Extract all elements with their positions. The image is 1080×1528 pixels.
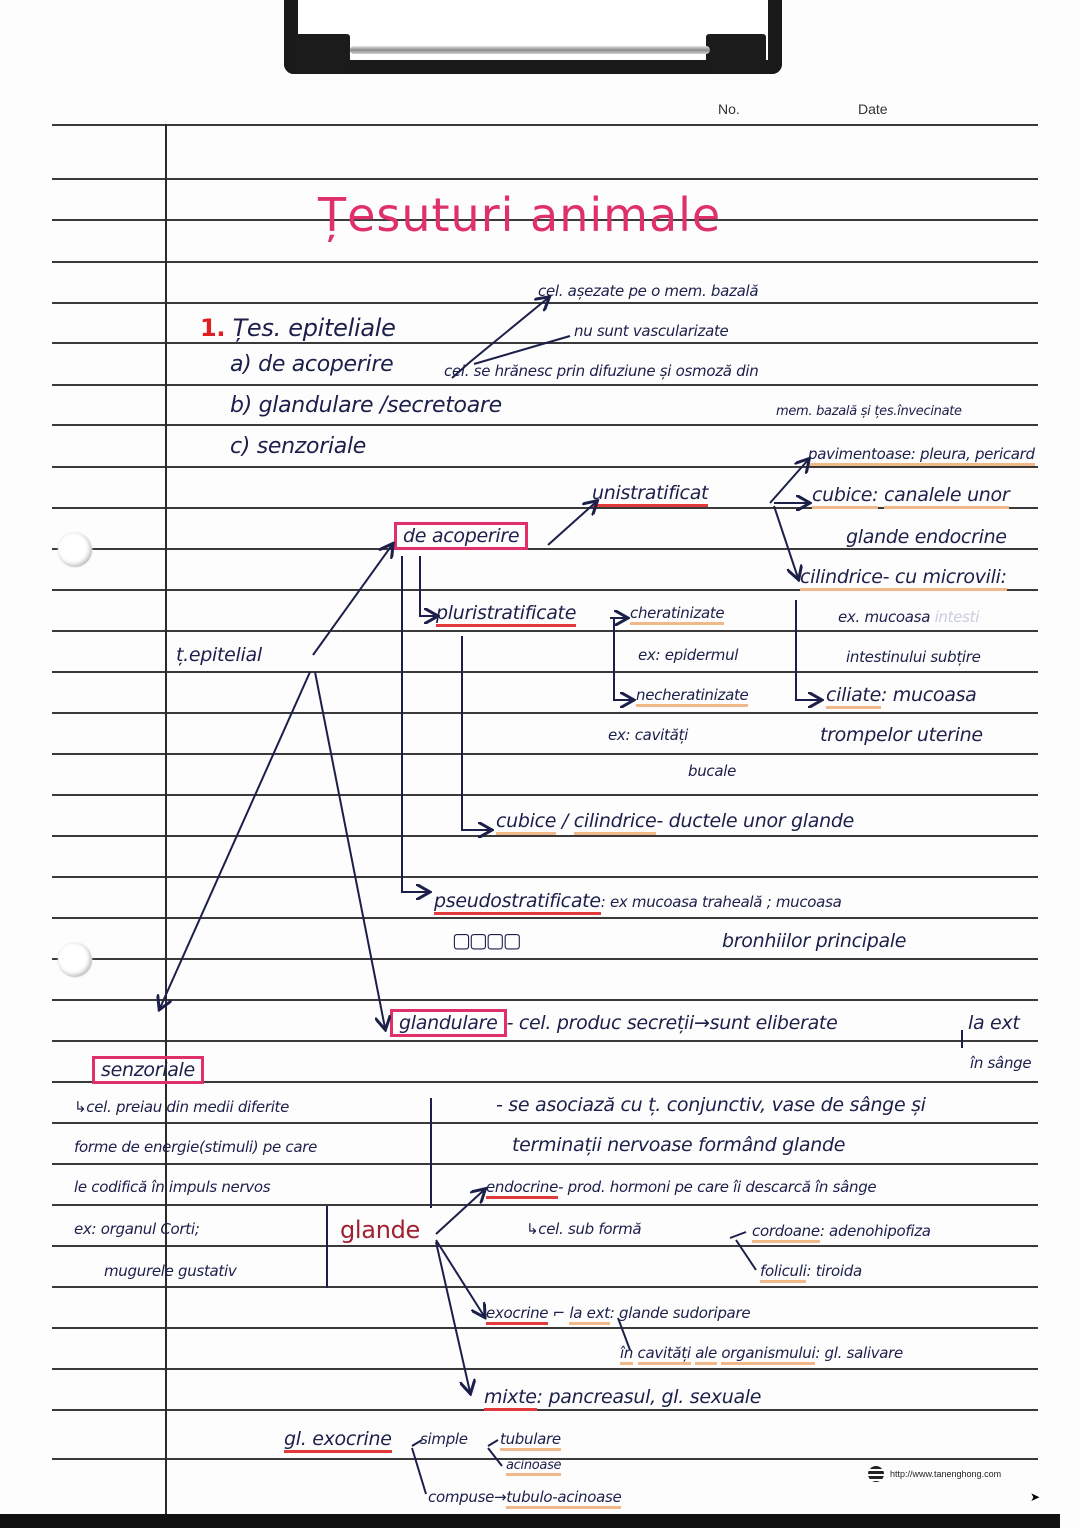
glandulare-ext: la ext: [968, 1012, 1020, 1034]
watermark-url: http://www.tanenghong.com: [890, 1469, 1002, 1479]
pseudo-text2: bronhiilor principale: [722, 930, 907, 952]
note-hranire-2: mem. bazală și țes.învecinate: [776, 404, 962, 419]
mouse-cursor-icon: ➤: [1030, 1490, 1041, 1504]
note-membrana: cel. așezate pe o mem. bazală: [538, 282, 759, 300]
senzoriale-line-1: ↳cel. preiau din medii diferite: [74, 1098, 290, 1116]
node-senzoriale: senzoriale: [92, 1056, 204, 1084]
cells-sketch: ▢▢▢▢: [452, 928, 520, 952]
necheratinizate-ex: ex: cavități: [608, 726, 688, 744]
section-number: 1.: [200, 314, 226, 342]
cheratinizate-ex: ex: epidermul: [638, 646, 739, 664]
watermark: [868, 1466, 1001, 1482]
pluri-cubice-text: - ductele unor glande: [656, 810, 855, 832]
exo-cav-word: organismului: [721, 1344, 815, 1365]
cheratinizate: cheratinizate: [630, 604, 724, 625]
compuse: compuse→: [428, 1488, 507, 1506]
node-gl-exocrine: gl. exocrine: [284, 1428, 392, 1453]
note-vascularizate: nu sunt vascularizate: [574, 322, 729, 340]
ciliate-label: ciliate: [826, 684, 881, 709]
note-hranire: cel. se hrănesc prin difuziune și osmoză din: [444, 362, 759, 380]
item-senzoriale: c) senzoriale: [230, 434, 367, 459]
cordoane-text: : adenohipofiza: [819, 1222, 931, 1240]
exo-ext-text: : glande sudoripare: [609, 1304, 751, 1322]
exo-ext: la ext: [569, 1304, 609, 1325]
cordoane: cordoane: [752, 1222, 820, 1243]
glandulare-assoc1: - se asociază cu ț. conjunctiv, vase de sânge și: [496, 1094, 926, 1116]
senzoriale-line-5: mugurele gustativ: [104, 1262, 237, 1280]
glandulare-sange: în sânge: [970, 1054, 1032, 1072]
pluri-cubice: cubice: [496, 810, 556, 835]
bottom-bar: [0, 1514, 1060, 1528]
glandulare-text: - cel. produc secreții→sunt eliberate: [506, 1012, 838, 1034]
node-acoperire: de acoperire: [394, 522, 528, 550]
section-heading: Țes. epiteliale: [232, 314, 396, 342]
senzoriale-line-3: le codifică în impuls nervos: [74, 1178, 271, 1196]
ciliate-text: : mucoasa: [880, 684, 977, 706]
item-glandulare: b) glandulare /secretoare: [230, 393, 502, 418]
exo-cav-word: ale: [695, 1344, 717, 1365]
cilindrice-faint: intesti: [934, 608, 980, 626]
necheratinizate: necheratinizate: [636, 686, 748, 707]
cilindrice-ex2: intestinului subțire: [846, 648, 981, 666]
node-pseudostratificate: pseudostratificate: [434, 890, 601, 915]
tubulo-acinoase: tubulo-acinoase: [506, 1488, 621, 1509]
cilindrice-label: cilindrice: [800, 566, 883, 591]
node-pluristratificate: pluristratificate: [436, 602, 576, 627]
exocrine: exocrine: [486, 1304, 548, 1325]
cubice-text-2: glande endocrine: [846, 526, 1007, 548]
cubice-text: canalele unor: [884, 484, 1009, 509]
exo-cav-text: : gl. salivare: [815, 1344, 903, 1362]
tubulare: tubulare: [500, 1430, 561, 1451]
cilindrice-ex: ex. mucoasa: [838, 608, 931, 626]
senzoriale-line-4: ex: organul Corti;: [74, 1220, 200, 1238]
foliculi: foliculi: [760, 1262, 806, 1283]
pavimentoase: pavimentoase: pleura, pericard: [808, 445, 1035, 466]
cubice-label: cubice:: [812, 484, 878, 509]
node-glande: glande: [340, 1216, 421, 1244]
pseudo-text: : ex mucoasa traheală ; mucoasa: [600, 893, 842, 911]
endocrine: endocrine: [486, 1178, 558, 1199]
foliculi-text: : tiroida: [806, 1262, 862, 1280]
mixte: mixte: [484, 1386, 537, 1411]
globe-icon: [868, 1466, 884, 1482]
node-unistratificat: unistratificat: [592, 482, 708, 507]
ciliate-text2: trompelor uterine: [820, 724, 983, 746]
acinoase: acinoase: [506, 1458, 561, 1476]
glandulare-assoc2: terminații nervoase formând glande: [512, 1134, 846, 1156]
senzoriale-line-2: forme de energie(stimuli) pe care: [74, 1138, 318, 1156]
item-acoperire: a) de acoperire: [230, 352, 394, 377]
endocrine-sub: ↳cel. sub formă: [526, 1220, 642, 1238]
no-label: No.: [718, 101, 740, 117]
exo-cav-word: cavități: [638, 1344, 691, 1365]
root-node: ț.epitelial: [176, 644, 262, 666]
exo-cav-word: în: [620, 1344, 633, 1365]
simple: simple: [420, 1430, 468, 1448]
page-title: Țesuturi animale: [318, 188, 722, 242]
notebook-page: No. Date Țesuturi animale 1. Țes. epiteliale a) de acoperire b) glandulare /secretoare c) senzoriale cel. așezate pe o mem. bazală nu sunt vascularizate cel. se hrănesc prin difuziune și osmoză din mem. bazală și țes.învecinate ț.epitelial de acoperire unistratificat pavimentoase: pleura, pericard cubice: canalele unor glande endocrine cilindrice- cu microvili: ex. mucoasa intesti intestinului subțire ciliate: mucoasa trompelor uterine pluristratificate cheratinizate ex: epidermul necheratinizate ex: cavități bucale cubice / cilindrice- ductele unor glande pseudostratificate: ex mucoasa traheală ; mucoasa ▢▢▢▢ bronhiilor principale glandulare - cel. produc secreții→sunt eliberate la ext în sânge - se asociază cu ț. conjunctiv, vase de sânge și terminații nervoase formând glande senzoriale ↳cel. preiau din medii diferite forme de energie(stimuli) pe care le codifică în impuls nervos ex: organul Corti; mugurele gustativ glande endocrine- prod. hormoni pe care îi descarcă în sânge ↳cel. sub formă cordoane: adenohipofiza foliculi: tiroida exocrine ⌐ la ext: glande sudoripare în cavități ale organismului: gl. salivare mixte: pancreasul, gl. sexuale gl. exocrine simple tubulare acinoase compuse→tubulo-acinoase http://www.tanenghong.com ➤: [0, 0, 1080, 1528]
date-label: Date: [858, 101, 888, 117]
mixte-text: : pancreasul, gl. sexuale: [536, 1386, 762, 1408]
cilindrice-text: - cu microvili:: [883, 566, 1007, 591]
pluri-cilindrice: cilindrice: [574, 810, 657, 835]
node-glandulare: glandulare: [390, 1009, 507, 1037]
endocrine-text: - prod. hormoni pe care îi descarcă în sânge: [558, 1178, 877, 1196]
necheratinizate-ex2: bucale: [688, 762, 737, 780]
